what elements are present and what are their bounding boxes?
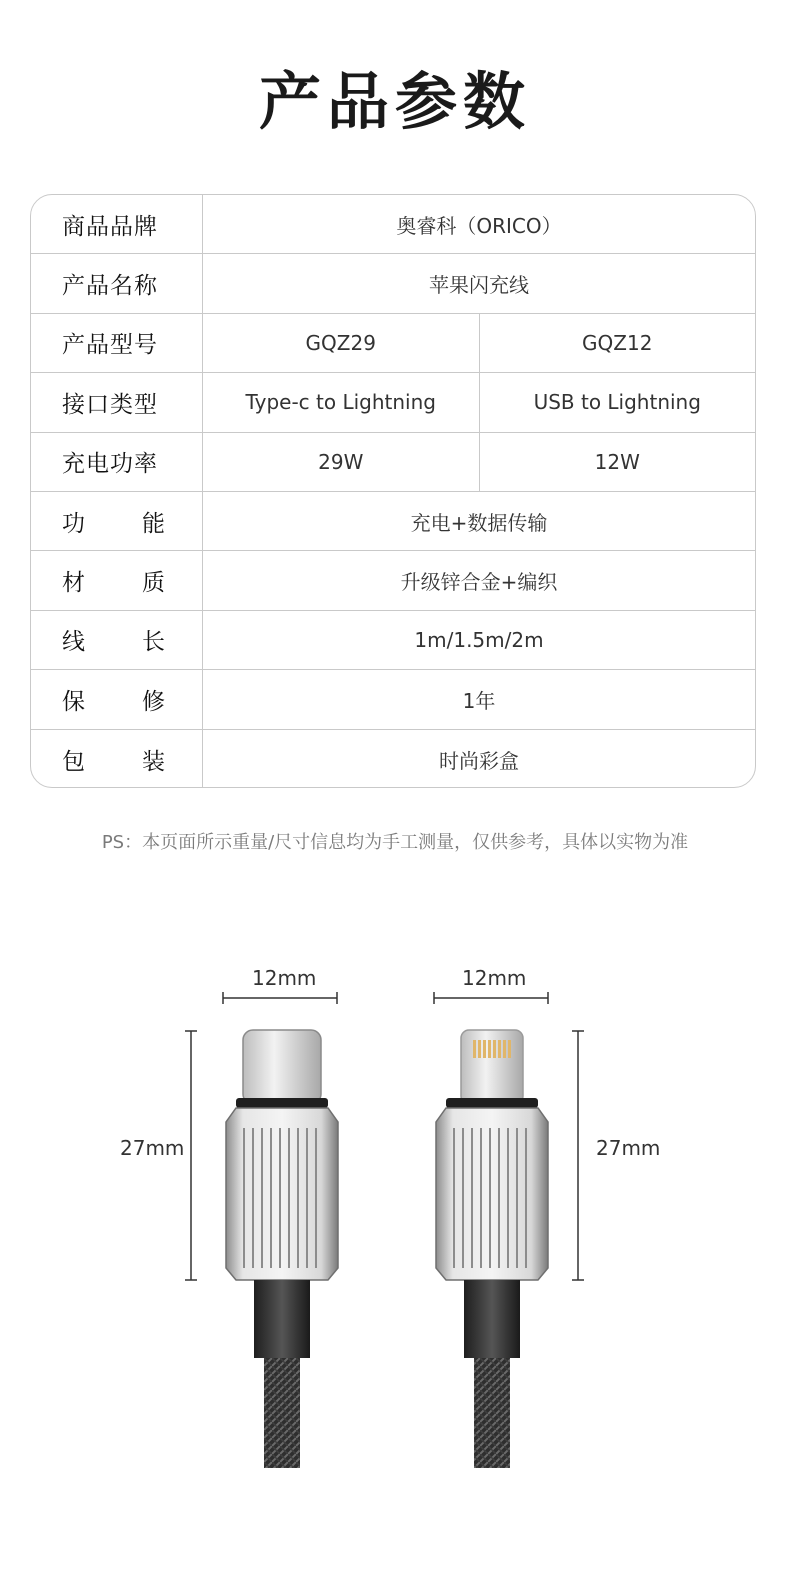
- spec-value: 充电+数据传输: [410, 510, 548, 535]
- spec-label-text: 商品品牌: [62, 213, 158, 240]
- spec-value: GQZ29: [305, 330, 376, 355]
- spec-row: [31, 730, 755, 788]
- spec-row: [31, 314, 755, 373]
- spec-row: [31, 611, 755, 670]
- spec-row: [31, 670, 755, 729]
- left-height-label: 27mm: [120, 1136, 185, 1160]
- spec-label: [31, 373, 203, 431]
- disclaimer-note: PS：本页面所示重量/尺寸信息均为手工测量，仅供参考，具体以实物为准: [101, 832, 689, 853]
- spec-label: [31, 670, 203, 728]
- spec-label-text: 包: [62, 748, 86, 775]
- spec-value: 奥睿科（ORICO）: [396, 213, 562, 238]
- usb-c-connector: [226, 1030, 338, 1468]
- spec-label-text: 材: [62, 570, 86, 597]
- right-height-label: 27mm: [596, 1136, 661, 1160]
- spec-value: 苹果闪充线: [429, 273, 529, 298]
- spec-label: [31, 730, 203, 788]
- spec-label: [31, 433, 203, 491]
- spec-value: 时尚彩盒: [439, 748, 519, 773]
- spec-row: [31, 254, 755, 313]
- spec-value: 29W: [318, 449, 364, 474]
- spec-value: GQZ12: [479, 314, 756, 372]
- left-width-dimension: [223, 992, 337, 1004]
- left-height-dimension: [185, 1031, 197, 1280]
- lightning-connector: [436, 1030, 548, 1468]
- spec-row: [31, 195, 755, 254]
- spec-value: 升级锌合金+编织: [400, 570, 558, 595]
- spec-label: [31, 551, 203, 609]
- spec-value: 1m/1.5m/2m: [414, 627, 544, 652]
- spec-label-text: 修: [142, 688, 166, 715]
- spec-row: [31, 433, 755, 492]
- right-height-dimension: [572, 1031, 584, 1280]
- spec-label-text: 充电功率: [62, 451, 158, 478]
- spec-label-text: 接口类型: [62, 391, 158, 418]
- dimension-diagram: [0, 950, 790, 1578]
- right-width-dimension: [434, 992, 548, 1004]
- spec-label: [31, 492, 203, 550]
- spec-label: [31, 314, 203, 372]
- spec-table: [30, 194, 756, 788]
- spec-label-text: 质: [142, 570, 166, 597]
- spec-label: [31, 195, 203, 253]
- spec-label-text: 产品名称: [62, 273, 158, 300]
- spec-label-text: 功: [62, 510, 86, 537]
- page-title: 产品参数: [258, 65, 531, 138]
- spec-row: [31, 492, 755, 551]
- spec-value: 1年: [462, 688, 496, 713]
- spec-row: [31, 373, 755, 432]
- spec-label-text: 长: [142, 629, 166, 656]
- spec-value: USB to Lightning: [479, 373, 756, 431]
- spec-label-text: 产品型号: [62, 332, 158, 359]
- left-width-label: 12mm: [252, 966, 317, 990]
- spec-row: [31, 551, 755, 610]
- spec-label-text: 保: [62, 688, 86, 715]
- spec-value: 12W: [479, 433, 756, 491]
- spec-label: [31, 611, 203, 669]
- spec-label: [31, 254, 203, 312]
- spec-label-text: 线: [62, 629, 86, 656]
- cable-illustration: [0, 950, 790, 1578]
- right-width-label: 12mm: [462, 966, 527, 990]
- spec-label-text: 能: [142, 510, 166, 537]
- spec-label-text: 装: [142, 748, 166, 775]
- spec-value: Type-c to Lightning: [245, 390, 436, 415]
